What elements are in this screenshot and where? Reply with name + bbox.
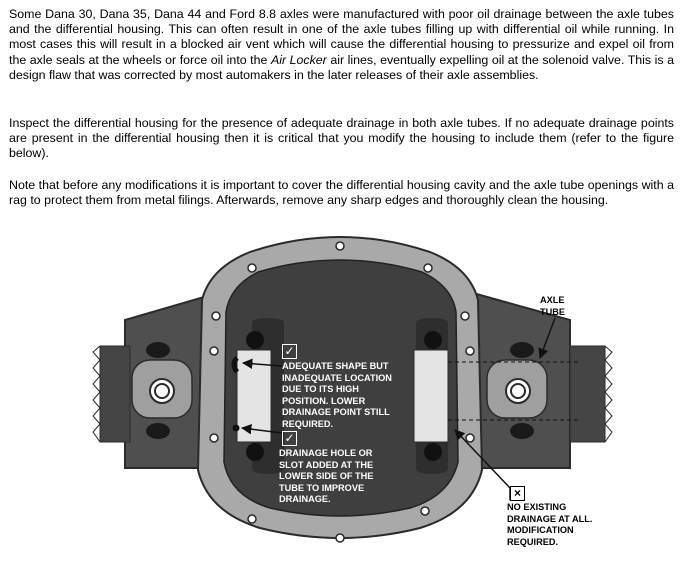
cross-mark-no-drainage: × <box>510 486 525 501</box>
intro-text-end: air lines, eventually expelling oil at the solenoid valve. This is a design flaw that was corrected by most automakers in the later releases of their axle assemblies. <box>9 52 674 82</box>
check-mark-adequate: ✓ <box>282 344 297 359</box>
callout-adequate-shape: ADEQUATE SHAPE BUT INADEQUATE LOCATION DUE TO ITS HIGH POSITION. LOWER DRAINAGE POINT STILL REQUIRED. <box>282 361 392 429</box>
check-mark-drainage: ✓ <box>282 431 297 446</box>
inspect-paragraph: Inspect the differential housing for the presence of adequate drainage in both axle tubes. If no adequate drainage points are present in the differential housing then it is critical that you modify the housing to include them (refer to the figure below). <box>9 116 674 161</box>
intro-text-start: Some Dana 30, Dana 35, Dana 44 and Ford 8.8 axles were manufactured with poor oil drainage between the axle tubes and the differential housing. This can often result in one of the axle tubes filling up with differential oil while running. In most cases this will result in a blocked air vent which will cause the differential housing to pressurize and expel oil from the axle seals at the wheels or force oil into the <box>9 7 674 67</box>
air-locker-italic: Air Locker <box>270 52 327 67</box>
callout-no-existing-drainage: NO EXISTING DRAINAGE AT ALL. MODIFICATION REQUIRED. <box>507 502 593 547</box>
note-paragraph: Note that before any modifications it is important to cover the differential housing cavity and the axle tube openings with a rag to protect them from metal filings. Afterwards, remove any sharp edges and thoroughly clean the housing. <box>9 178 674 208</box>
callout-drainage-hole: DRAINAGE HOLE OR SLOT ADDED AT THE LOWER SIDE OF THE TUBE TO IMPROVE DRAINAGE. <box>279 448 374 505</box>
callout-axle-tube: AXLE TUBE <box>540 295 566 317</box>
